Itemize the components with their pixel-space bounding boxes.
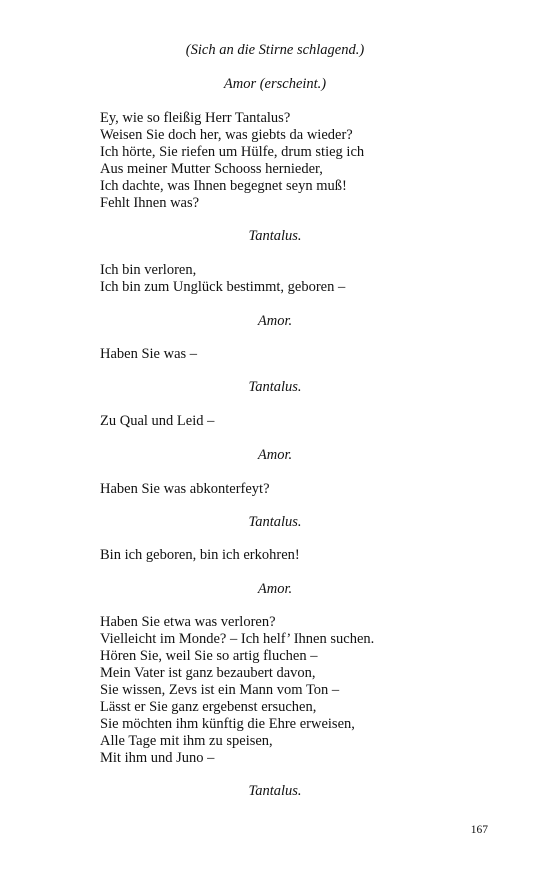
stage-direction: Amor (erscheint.)	[223, 76, 327, 92]
verse-block	[100, 262, 520, 296]
speaker-name: Amor.	[257, 581, 293, 597]
verse-line: Ich bin verloren,	[100, 262, 197, 278]
verse-line: Mit ihm und Juno –	[100, 750, 215, 766]
verse-line: Haben Sie etwa was verloren?	[100, 614, 276, 630]
verse-line: Haben Sie was –	[100, 346, 198, 362]
speaker-name: Tantalus.	[248, 228, 302, 244]
verse-line: Mein Vater ist ganz bezaubert davon,	[100, 665, 316, 681]
verse-block	[100, 110, 520, 212]
verse-line: Vielleicht im Monde? – Ich helf’ Ihnen suchen.	[100, 631, 375, 647]
verse-block	[100, 413, 520, 430]
verse-line: Sie wissen, Zevs ist ein Mann vom Ton –	[100, 682, 340, 698]
verse-line: Haben Sie was abkonterfeyt?	[100, 481, 270, 497]
verse-line: Hören Sie, weil Sie so artig fluchen –	[100, 648, 318, 664]
verse-line: Alle Tage mit ihm zu speisen,	[100, 733, 273, 749]
speaker-name: Amor.	[257, 447, 293, 463]
verse-block	[100, 481, 520, 498]
speaker-name: Tantalus.	[248, 379, 302, 395]
speaker-name: Tantalus.	[248, 783, 302, 799]
verse-block	[100, 346, 520, 363]
verse-block	[100, 547, 520, 564]
verse-line: Lässt er Sie ganz ergebenst ersuchen,	[100, 699, 317, 715]
speaker-name: Tantalus.	[248, 514, 302, 530]
page-number: 167	[470, 824, 488, 836]
verse-line: Ich bin zum Unglück bestimmt, geboren –	[100, 279, 346, 295]
verse-line: Ich hörte, Sie riefen um Hülfe, drum stieg ich	[100, 144, 365, 160]
speaker-name: Amor.	[257, 313, 293, 329]
verse-line: Ey, wie so fleißig Herr Tantalus?	[100, 110, 291, 126]
verse-line: Sie möchten ihm künftig die Ehre erweisen,	[100, 716, 355, 732]
stage-direction: (Sich an die Stirne schlagend.)	[185, 42, 365, 58]
verse-line: Aus meiner Mutter Schooss hernieder,	[100, 161, 323, 177]
verse-line: Weisen Sie doch her, was giebts da wieder?	[100, 127, 353, 143]
verse-line: Fehlt Ihnen was?	[100, 195, 200, 211]
verse-block	[100, 614, 520, 767]
verse-line: Zu Qual und Leid –	[100, 413, 215, 429]
verse-line: Bin ich geboren, bin ich erkohren!	[100, 547, 300, 563]
verse-line: Ich dachte, was Ihnen begegnet seyn muß!	[100, 178, 347, 194]
